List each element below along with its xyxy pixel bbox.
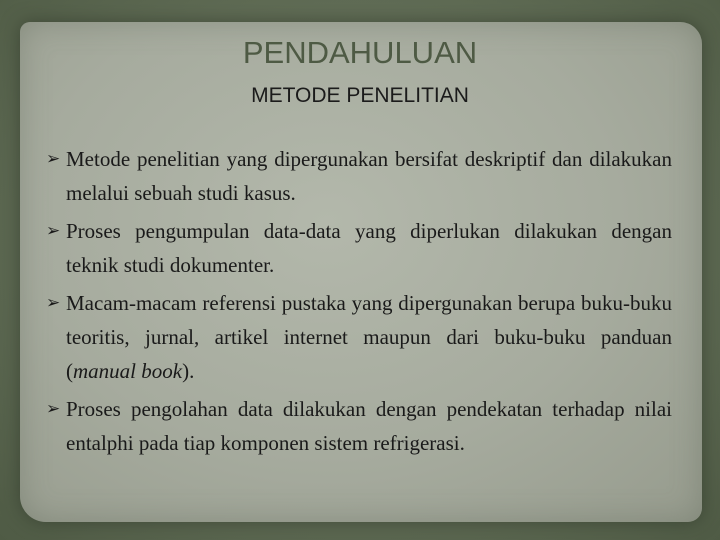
bullet-item bbox=[48, 142, 672, 210]
bullet-text: Macam-macam referensi pustaka yang dipergunakan berupa buku-buku teoritis, jurnal, artikel internet maupun dari buku-buku panduan ( bbox=[66, 291, 672, 383]
bullet-text-italic: manual book bbox=[73, 359, 183, 383]
bullet-text: Proses pengolahan data dilakukan dengan pendekatan terhadap nilai entalphi pada tiap komponen sistem refrigerasi. bbox=[66, 397, 672, 455]
bullet-list bbox=[48, 142, 672, 464]
bullet-item bbox=[48, 392, 672, 460]
bullet-text: Metode penelitian yang dipergunakan bersifat deskriptif dan dilakukan melalui sebuah studi kasus. bbox=[66, 147, 672, 205]
slide-subtitle: METODE PENELITIAN bbox=[251, 84, 469, 107]
arrow-bullet-icon: ➢ bbox=[46, 399, 61, 419]
bullet-item bbox=[48, 286, 672, 388]
bullet-item bbox=[48, 214, 672, 282]
bullet-text-end: ). bbox=[182, 359, 195, 383]
slide-title: PENDAHULUAN bbox=[242, 35, 478, 70]
arrow-bullet-icon: ➢ bbox=[46, 149, 61, 169]
arrow-bullet-icon: ➢ bbox=[46, 221, 61, 241]
bullet-text: Proses pengumpulan data-data yang diperlukan dilakukan dengan teknik studi dokumenter. bbox=[66, 219, 672, 277]
arrow-bullet-icon: ➢ bbox=[46, 293, 61, 313]
